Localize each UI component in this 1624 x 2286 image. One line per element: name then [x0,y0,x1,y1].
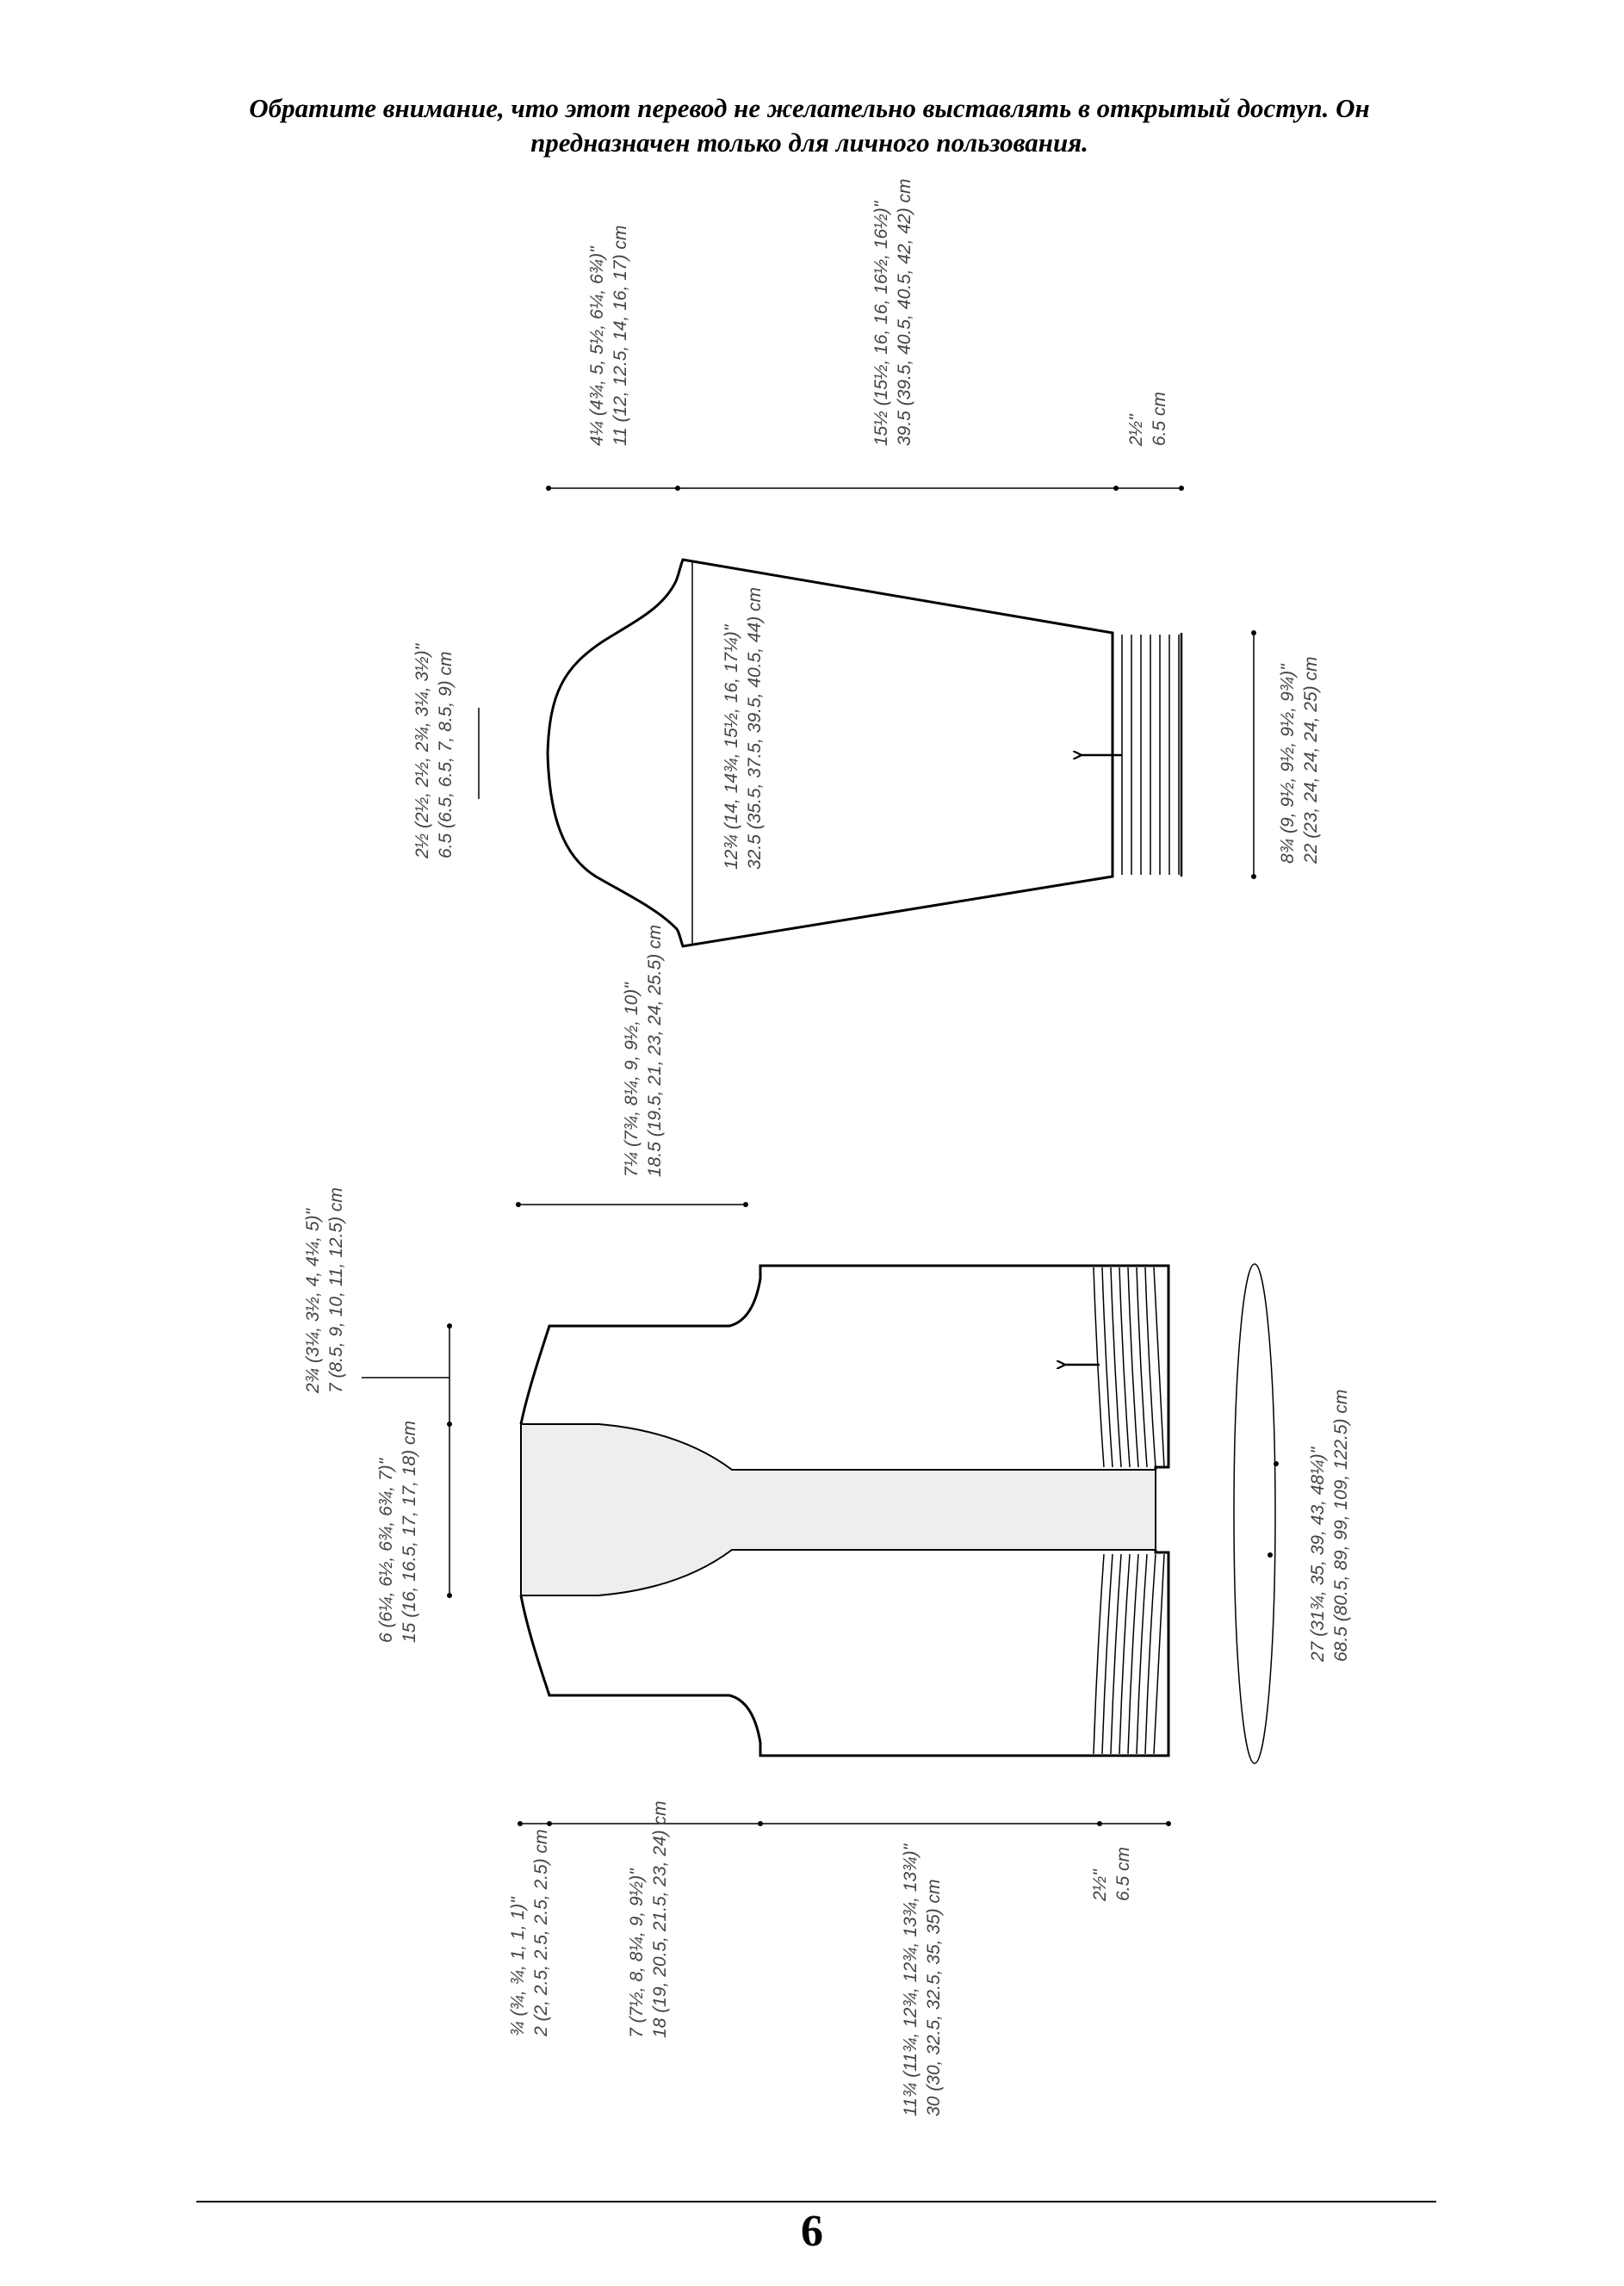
label-in: 6 (6¼, 6½, 6¾, 6¾, 7)" [376,1458,396,1643]
label-body-back-neck [376,1421,419,1643]
dimension-dot [1179,486,1184,491]
label-in: 2½ (2½, 2½, 2¾, 3¼, 3½)" [412,643,432,858]
footer-divider [196,2201,1436,2202]
dimension-dot [1251,874,1256,879]
label-cm: 32.5 (35.5, 37.5, 39.5, 40.5, 44) cm [745,586,765,870]
label-in: 2¾ (3¼, 3½, 4, 4¼, 5)" [303,1208,323,1393]
label-in: ¾ (¾, ¾, 1, 1, 1)" [508,1897,528,2036]
label-cm: 39.5 (39.5, 40.5, 40.5, 42, 42) cm [895,178,914,446]
label-cm: 6.5 (6.5, 6.5, 7, 8.5, 9) cm [436,651,456,858]
dimension-dot [758,1821,763,1826]
label-cm: 2 (2, 2.5, 2.5, 2.5, 2.5) cm [531,1829,551,2036]
dimension-dot [1251,630,1256,635]
label-cm: 7 (8.5, 9, 10, 11, 12.5) cm [326,1187,346,1393]
label-in: 7 (7½, 8, 8¼, 9, 9½)" [627,1868,647,2038]
hem-circumference-ellipse [1234,1264,1275,1763]
hem-ribbing-lower [1094,1554,1164,1754]
dimension-dot [447,1593,452,1598]
label-sleeve-wrist [1278,657,1321,864]
label-in: 11¾ (11¾, 12¾, 12¾, 13¾, 13¾)" [901,1843,920,2116]
hem-ribbing-upper [1094,1267,1164,1467]
label-cm: 30 (30, 32.5, 32.5, 35, 35) cm [924,1879,944,2116]
label-sleeve-armhole-depth [622,925,665,1177]
body-schematic [303,1187,1351,2116]
notice-line-1: Обратите внимание, что этот перевод не желательно выставлять в открытый доступ. Он [249,93,1370,123]
label-in: 2½" [1090,1869,1110,1901]
dimension-dot [1097,1821,1102,1826]
label-cm: 6.5 cm [1150,391,1169,446]
label-sleeve-cap-height [412,642,456,859]
sleeve-outline [548,560,1113,946]
dimension-dot [546,486,551,491]
dimension-dot [547,1821,552,1826]
label-in: 12¾ (14, 14¾, 15½, 16, 17¼)" [722,624,741,870]
dimension-dot [447,1422,452,1427]
dimension-dot [1268,1552,1273,1558]
page-number: 6 [801,2207,823,2256]
label-in: 2½" [1126,414,1146,446]
dimension-dot [447,1323,452,1329]
label-sleeve-length [871,178,914,446]
label-cm: 18.5 (19.5, 21, 23, 24, 25.5) cm [645,924,665,1177]
label-sleeve-cuff [1126,392,1169,447]
dimension-dot [518,1821,523,1826]
dimension-dot [675,486,680,491]
label-in: 8¾ (9, 9½, 9½, 9½, 9¾)" [1278,664,1298,864]
label-body-shoulder [303,1187,346,1394]
sleeve-schematic [412,178,1321,1207]
label-body-shoulder-depth [508,1830,551,2037]
dimension-dot [743,1202,748,1207]
front-band [521,1424,1156,1595]
label-cm: 22 (23, 24, 24, 24, 25) cm [1301,656,1321,864]
dimension-dot [1274,1461,1279,1466]
label-in: 4¼ (4¾, 5, 5½, 6¼, 6¾)" [587,246,607,446]
label-body-hem [1090,1847,1133,1902]
label-sleeve-cap-width [587,226,630,446]
label-in: 7¼ (7¾, 8¼, 9, 9½, 10)" [622,982,642,1177]
label-body-hem-circumference [1308,1390,1351,1663]
label-body-length-to-armhole [901,1843,944,2116]
label-cm: 6.5 cm [1113,1846,1133,1901]
label-body-armhole [627,1800,670,2038]
dimension-dot [516,1202,521,1207]
sleeve-cuff-ribbing [1122,635,1179,875]
label-cm: 68.5 (80.5, 89, 99, 109, 122.5) cm [1331,1389,1351,1662]
label-sleeve-upper-arm [722,587,765,870]
label-in: 27 (31¾, 35, 39, 43, 48¼)" [1308,1447,1328,1662]
dimension-dot [1166,1821,1171,1826]
label-cm: 11 (12, 12.5, 14, 16, 17) cm [611,225,630,446]
dimension-dot [1113,486,1119,491]
label-in: 15½ (15½, 16, 16, 16½, 16½)" [871,201,891,446]
label-cm: 18 (19, 20.5, 21.5, 23, 24) cm [650,1800,670,2038]
label-cm: 15 (16, 16.5, 17, 17, 18) cm [400,1421,419,1643]
notice-line-2: предназначен только для личного пользования. [530,127,1088,158]
